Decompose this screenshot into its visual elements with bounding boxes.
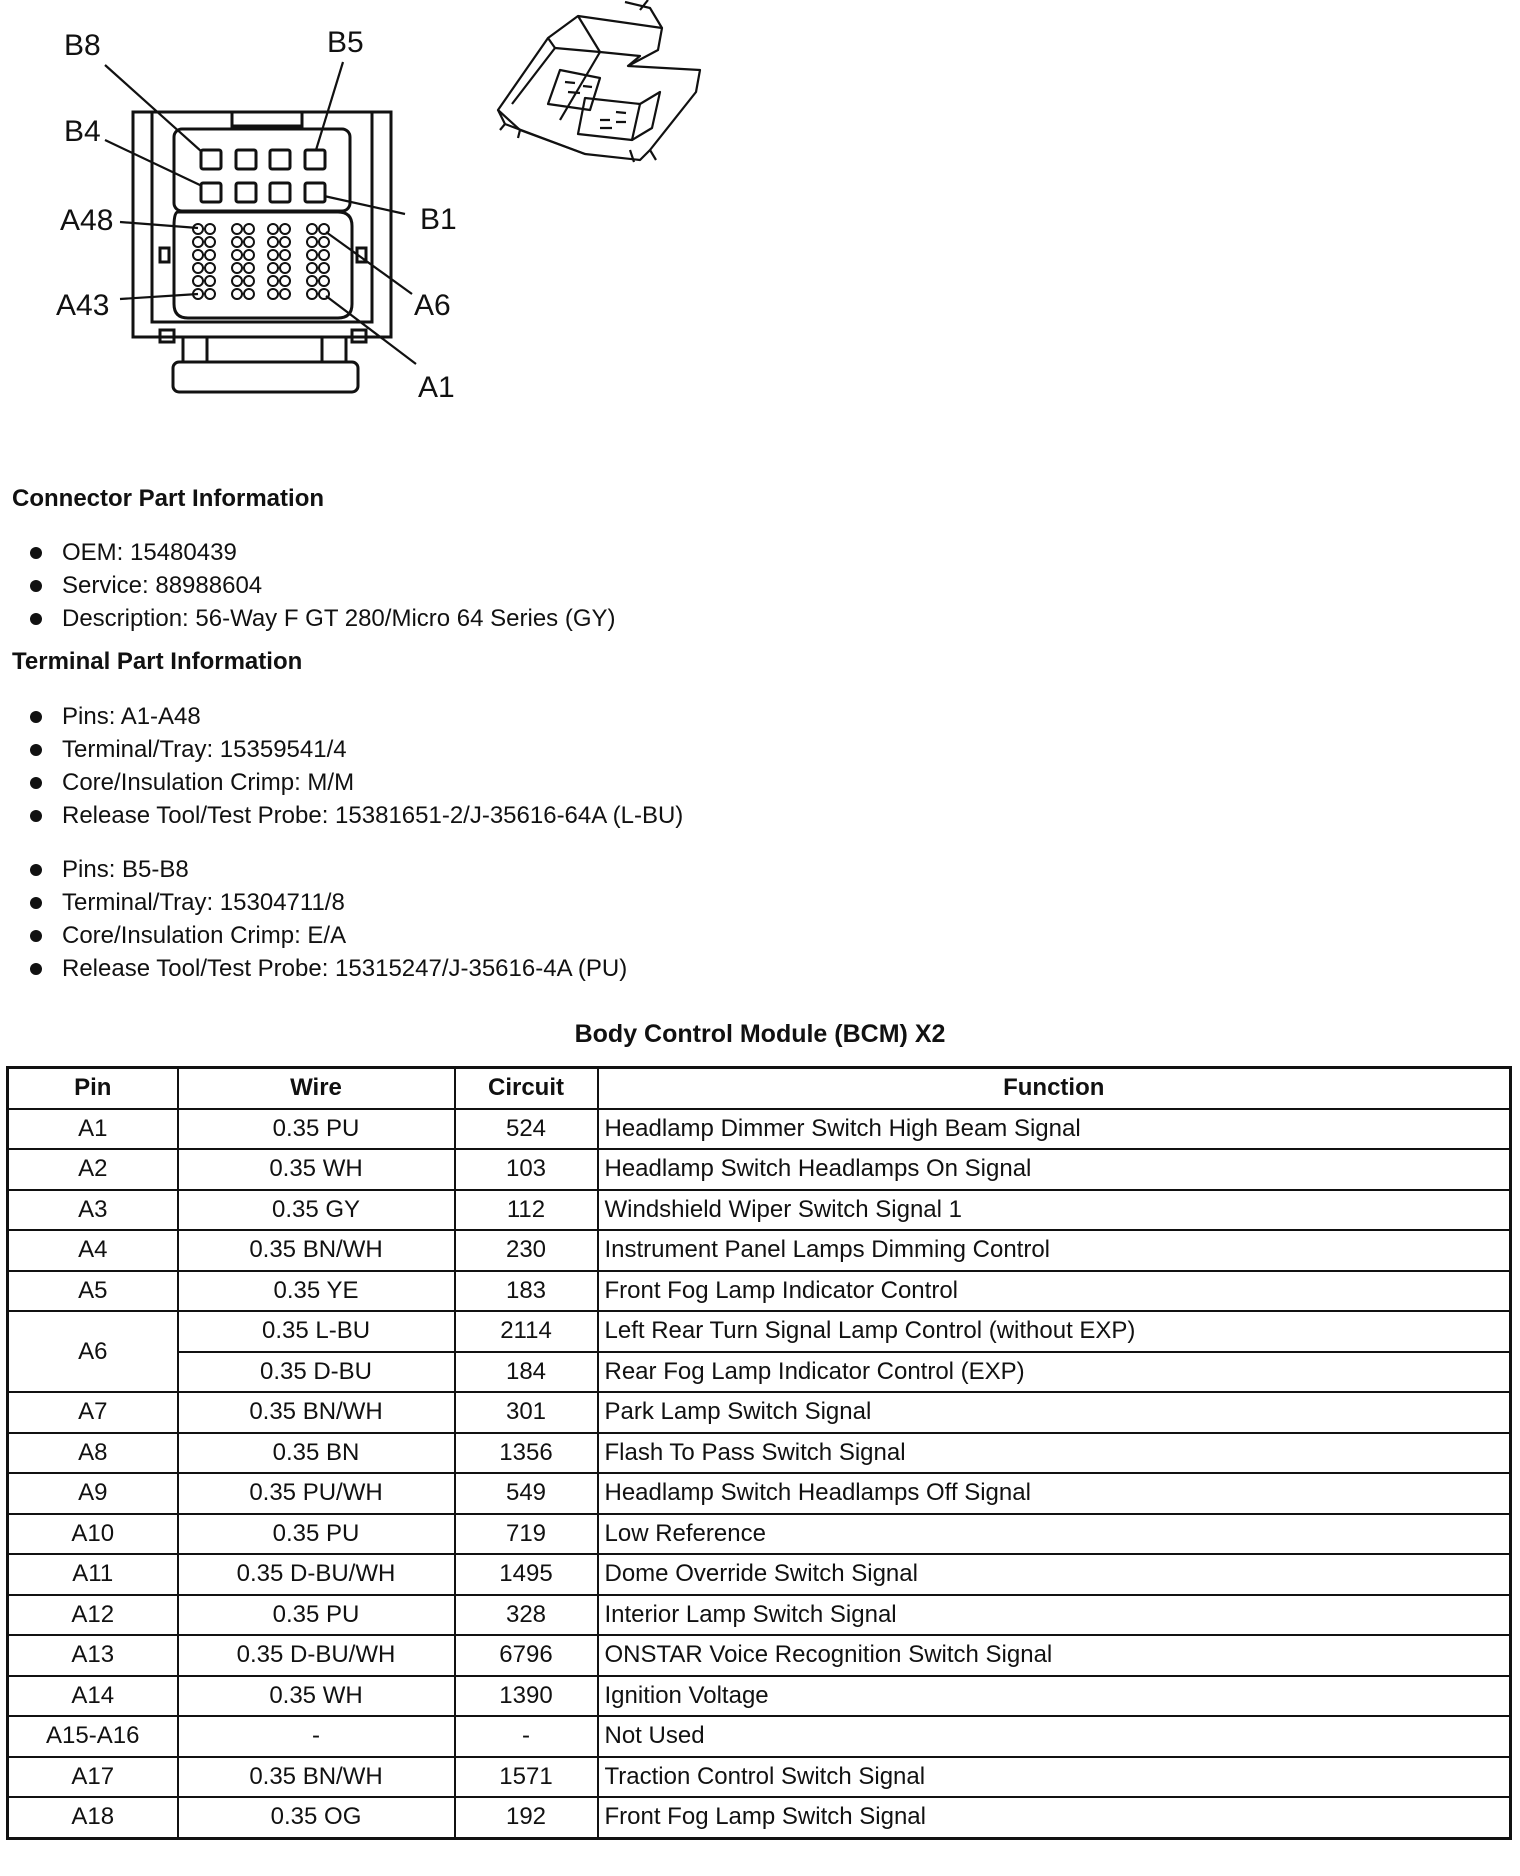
a-pin [244,263,254,273]
table-row [8,1230,1511,1271]
function-cell: Left Rear Turn Signal Lamp Control (without EXP) [598,1311,1511,1352]
a-pin [307,263,317,273]
a-pin [307,289,317,299]
terminal-info-heading: Terminal Part Information [12,648,303,675]
function-cell: Rear Fog Lamp Indicator Control (EXP) [598,1352,1511,1393]
a-pin [232,224,242,234]
a-pin [268,250,278,260]
label-b5: B5 [327,26,364,59]
a-pin [232,289,242,299]
table-row [8,1473,1511,1514]
a-pin [193,250,203,260]
wire-cell: 0.35 PU/WH [178,1473,455,1514]
wire-cell: 0.35 BN/WH [178,1230,455,1271]
pin-cell: A2 [8,1149,178,1190]
function-cell: Ignition Voltage [598,1676,1511,1717]
function-cell: Windshield Wiper Switch Signal 1 [598,1190,1511,1231]
a-pin [268,276,278,286]
header-wire: Wire [178,1068,455,1109]
terminal-info-item: Terminal/Tray: 15304711/8 [26,886,627,919]
circuit-cell: 184 [455,1352,598,1393]
terminal-info-item: Release Tool/Test Probe: 15315247/J-35616-4A (PU) [26,952,627,985]
pin-cell: A10 [8,1514,178,1555]
wire-cell: 0.35 L-BU [178,1311,455,1352]
a-pin [280,250,290,260]
b-pin-grid [201,150,325,202]
pin-cell: A1 [8,1109,178,1150]
pinout-table [6,1066,1512,1840]
table-body [8,1109,1511,1839]
table-row [8,1392,1511,1433]
wire-cell: 0.35 BN/WH [178,1392,455,1433]
function-cell: Front Fog Lamp Indicator Control [598,1271,1511,1312]
connector-3d-sketch [498,0,700,162]
wire-cell: 0.35 WH [178,1149,455,1190]
terminal-info-list-1 [26,700,683,832]
wire-cell: 0.35 WH [178,1676,455,1717]
a-pin [244,276,254,286]
table-row [8,1190,1511,1231]
wire-cell: 0.35 OG [178,1797,455,1838]
header-circuit: Circuit [455,1068,598,1109]
table-row [8,1635,1511,1676]
table-row [8,1149,1511,1190]
circuit-cell: 230 [455,1230,598,1271]
header-function: Function [598,1068,1511,1109]
terminal-info-item: Terminal/Tray: 15359541/4 [26,733,683,766]
terminal-info-item: Core/Insulation Crimp: M/M [26,766,683,799]
circuit-cell: 549 [455,1473,598,1514]
table-row [8,1716,1511,1757]
a-pin [319,237,329,247]
terminal-info-list-2 [26,853,627,985]
a-pin [319,263,329,273]
wire-cell: 0.35 D-BU/WH [178,1635,455,1676]
function-cell: Flash To Pass Switch Signal [598,1433,1511,1474]
circuit-cell: 103 [455,1149,598,1190]
table-row [8,1797,1511,1838]
a-pin [319,250,329,260]
circuit-cell: - [455,1716,598,1757]
table-row [8,1433,1511,1474]
a-pin [268,289,278,299]
circuit-cell: 301 [455,1392,598,1433]
pin-cell: A17 [8,1757,178,1798]
circuit-cell: 1356 [455,1433,598,1474]
pin-cell: A11 [8,1554,178,1595]
table-row [8,1554,1511,1595]
a-pin [244,224,254,234]
a-pin [244,289,254,299]
a-pin [205,289,215,299]
label-b1: B1 [420,203,457,236]
a-pin [193,237,203,247]
circuit-cell: 524 [455,1109,598,1150]
pin-cell: A6 [8,1311,178,1392]
pin-cell: A15-A16 [8,1716,178,1757]
a-pin [280,224,290,234]
label-a1: A1 [418,371,455,404]
function-cell: Headlamp Switch Headlamps Off Signal [598,1473,1511,1514]
pin-cell: A9 [8,1473,178,1514]
connector-diagram [0,0,1520,460]
label-a43: A43 [56,289,110,322]
circuit-cell: 328 [455,1595,598,1636]
circuit-cell: 2114 [455,1311,598,1352]
a-pin-grid [193,224,329,299]
connector-info-item: Service: 88988604 [26,569,616,602]
function-cell: Headlamp Switch Headlamps On Signal [598,1149,1511,1190]
wire-cell: 0.35 BN/WH [178,1757,455,1798]
wire-cell: 0.35 D-BU [178,1352,455,1393]
pin-cell: A14 [8,1676,178,1717]
label-b4: B4 [64,115,101,148]
pin-cell: A5 [8,1271,178,1312]
label-a6: A6 [414,289,451,322]
a-pin [205,276,215,286]
circuit-cell: 192 [455,1797,598,1838]
function-cell: Dome Override Switch Signal [598,1554,1511,1595]
pin-cell: A7 [8,1392,178,1433]
terminal-info-item: Core/Insulation Crimp: E/A [26,919,627,952]
wire-cell: 0.35 PU [178,1514,455,1555]
table-title: Body Control Module (BCM) X2 [574,1020,946,1048]
label-a48: A48 [60,204,114,237]
a-pin [244,237,254,247]
table-header-row [8,1068,1511,1109]
a-pin [280,263,290,273]
a-pin [307,237,317,247]
wire-cell: 0.35 BN [178,1433,455,1474]
connector-info-heading: Connector Part Information [12,485,325,512]
wire-cell: 0.35 PU [178,1595,455,1636]
pin-cell: A3 [8,1190,178,1231]
pin-cell: A13 [8,1635,178,1676]
table-row [8,1514,1511,1555]
wire-cell: 0.35 D-BU/WH [178,1554,455,1595]
connector-info-item: OEM: 15480439 [26,536,616,569]
a-pin [193,263,203,273]
a-pin [232,237,242,247]
connector-info-list [26,536,616,635]
a-pin [205,237,215,247]
pin-cell: A12 [8,1595,178,1636]
function-cell: Traction Control Switch Signal [598,1757,1511,1798]
table-row [8,1595,1511,1636]
table-row [8,1352,1511,1393]
circuit-cell: 1495 [455,1554,598,1595]
a-pin [280,289,290,299]
circuit-cell: 6796 [455,1635,598,1676]
terminal-info-item: Pins: A1-A48 [26,700,683,733]
circuit-cell: 1571 [455,1757,598,1798]
a-pin [268,237,278,247]
a-pin [205,263,215,273]
wire-cell: 0.35 PU [178,1109,455,1150]
pin-cell: A4 [8,1230,178,1271]
a-pin [280,276,290,286]
function-cell: Front Fog Lamp Switch Signal [598,1797,1511,1838]
a-pin [193,224,203,234]
function-cell: Instrument Panel Lamps Dimming Control [598,1230,1511,1271]
function-cell: Headlamp Dimmer Switch High Beam Signal [598,1109,1511,1150]
a-pin [205,224,215,234]
header-pin: Pin [8,1068,178,1109]
wire-cell: - [178,1716,455,1757]
a-pin [205,250,215,260]
function-cell: Not Used [598,1716,1511,1757]
a-pin [307,276,317,286]
function-cell: Park Lamp Switch Signal [598,1392,1511,1433]
pin-cell: A8 [8,1433,178,1474]
a-pin [307,224,317,234]
function-cell: Low Reference [598,1514,1511,1555]
table-row [8,1676,1511,1717]
label-b8: B8 [64,29,101,62]
a-pin [280,237,290,247]
circuit-cell: 183 [455,1271,598,1312]
table-row [8,1757,1511,1798]
circuit-cell: 112 [455,1190,598,1231]
a-pin [232,263,242,273]
function-cell: ONSTAR Voice Recognition Switch Signal [598,1635,1511,1676]
connector-info-item: Description: 56-Way F GT 280/Micro 64 Series (GY) [26,602,616,635]
circuit-cell: 1390 [455,1676,598,1717]
function-cell: Interior Lamp Switch Signal [598,1595,1511,1636]
wire-cell: 0.35 YE [178,1271,455,1312]
a-pin [268,224,278,234]
a-pin [244,250,254,260]
terminal-info-item: Pins: B5-B8 [26,853,627,886]
a-pin [307,250,317,260]
wire-cell: 0.35 GY [178,1190,455,1231]
a-pin [193,276,203,286]
circuit-cell: 719 [455,1514,598,1555]
pin-cell: A18 [8,1797,178,1838]
a-pin [268,263,278,273]
table-row [8,1311,1511,1352]
a-pin [319,276,329,286]
terminal-info-item: Release Tool/Test Probe: 15381651-2/J-35616-64A (L-BU) [26,799,683,832]
a-pin [232,250,242,260]
table-row [8,1271,1511,1312]
table-row [8,1109,1511,1150]
a-pin [232,276,242,286]
